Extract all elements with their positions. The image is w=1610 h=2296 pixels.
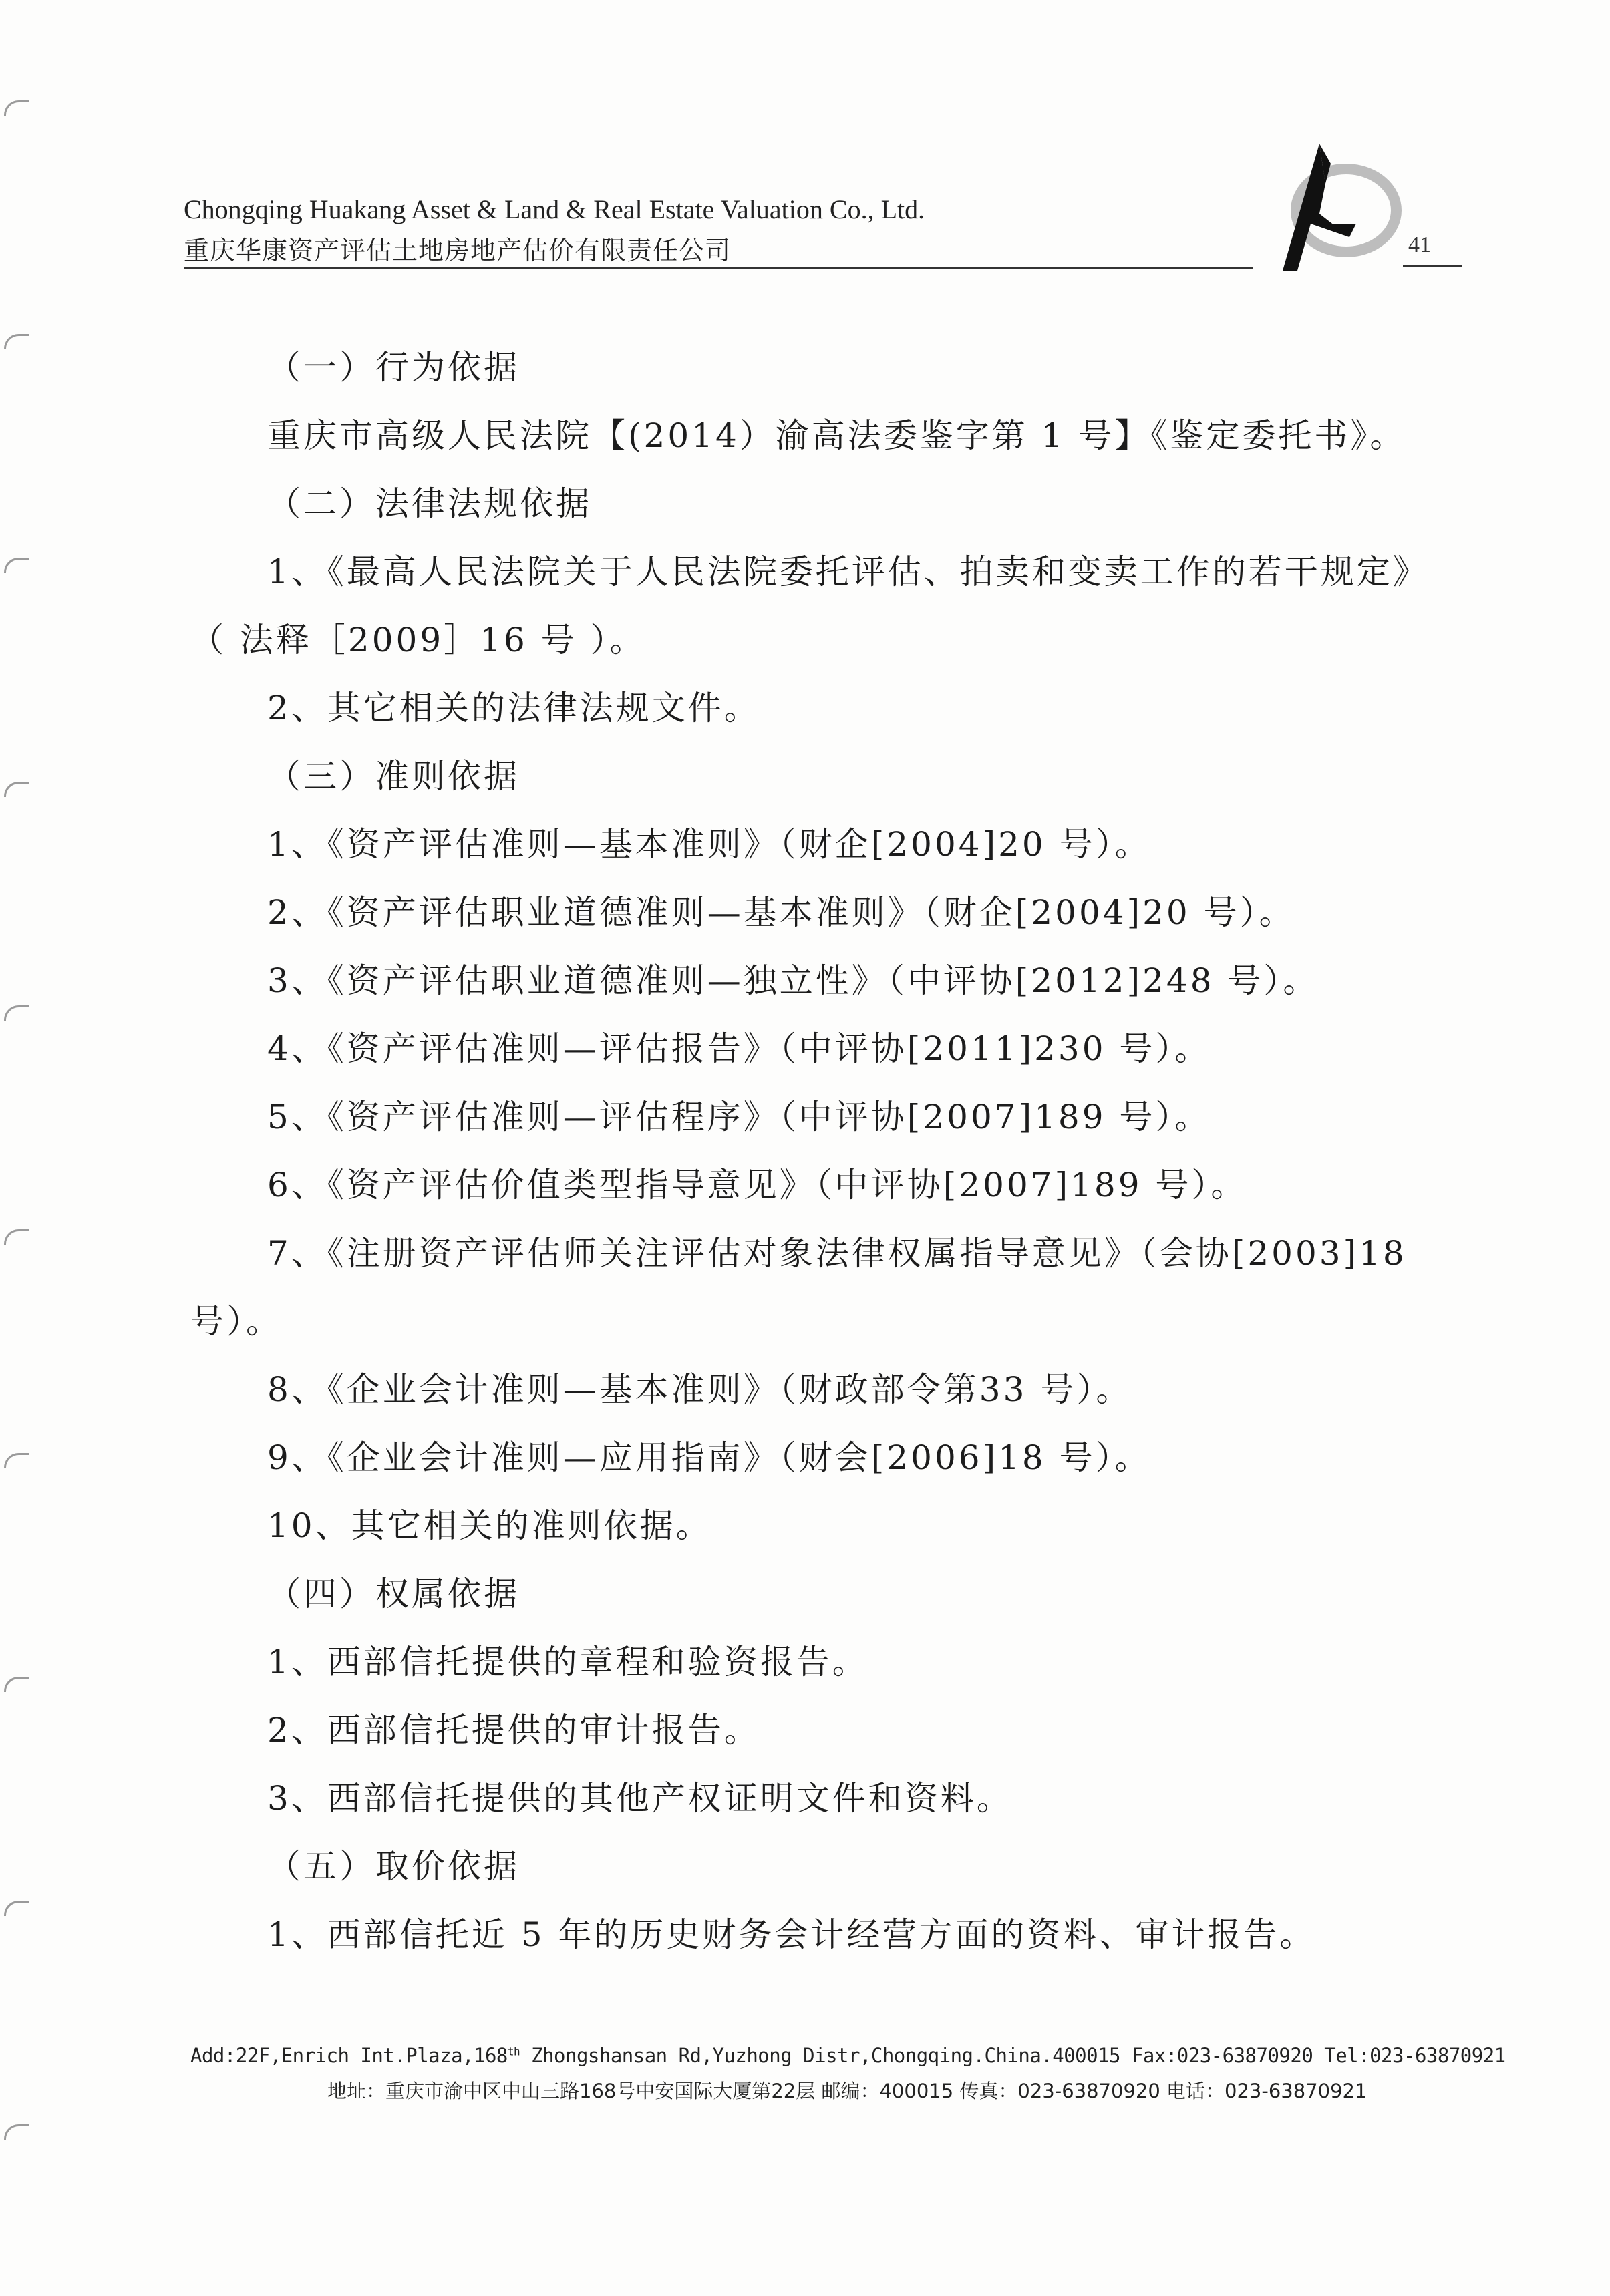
binding-mark [4,334,29,349]
binding-mark [4,1005,29,1021]
body-line: 3、西部信托提供的其他产权证明文件和资料。 [267,1779,1013,1818]
body-line: 1、西部信托近 5 年的历史财务会计经营方面的资料、审计报告。 [267,1915,1316,1954]
body-line: 1、西部信托提供的章程和验资报告。 [267,1643,868,1681]
body-line: 3、《资产评估职业道德准则—独立性》（中评协[2012]248 号）。 [267,961,1319,1000]
body-line: 1、《最高人民法院关于人民法院委托评估、拍卖和变卖工作的若干规定》 [267,552,1429,591]
body-line: 7、《注册资产评估师关注评估对象法律权属指导意见》（会协[2003]18 [267,1234,1407,1273]
page-number: 41 [1408,232,1431,257]
footer-address-en [190,2044,1506,2067]
body-line: 5、《资产评估准则—评估程序》（中评协[2007]189 号）。 [267,1098,1211,1136]
section-heading: （三）准则依据 [267,757,520,796]
body-line: 2、西部信托提供的审计报告。 [267,1711,760,1750]
binding-mark [4,1677,29,1692]
section-heading: （一）行为依据 [267,348,520,387]
header-company-cn: 重庆华康资产评估土地房地产估价有限责任公司 [184,236,732,265]
body-line: 重庆市高级人民法院【(2014）渝高法委鉴字第 1 号】《鉴定委托书》。 [267,416,1406,455]
body-line: 9、《企业会计准则—应用指南》（财会[2006]18 号）。 [267,1438,1151,1477]
section-heading: （五）取价依据 [267,1847,520,1886]
body-line: 1、《资产评估准则—基本准则》（财企[2004]20 号）。 [267,825,1151,864]
binding-mark [4,2124,29,2140]
footer-address-en-sup: th [507,2045,520,2058]
binding-mark [4,100,29,116]
body-line: 4、《资产评估准则—评估报告》（中评协[2011]230 号）。 [267,1029,1211,1068]
company-logo-icon [1256,137,1403,284]
body-line: 8、《企业会计准则—基本准则》（财政部令第33 号）。 [267,1370,1132,1409]
section-heading: （二）法律法规依据 [267,484,592,523]
header-rule [184,267,1253,269]
body-line: 10、其它相关的准则依据。 [267,1506,712,1545]
binding-mark [4,1229,29,1245]
section-heading: （四）权属依据 [267,1575,520,1613]
body-line: 2、《资产评估职业道德准则—基本准则》（财企[2004]20 号）。 [267,893,1295,932]
footer-address-en-pre: Add:22F,Enrich Int.Plaza,168 [190,2044,508,2067]
binding-mark [4,558,29,573]
binding-mark [4,782,29,797]
binding-mark [4,1901,29,1916]
binding-mark [4,1453,29,1468]
footer-address-en-post: Zhongshansan Rd,Yuzhong Distr,Chongqing.China.400015 Fax:023-63870920 Tel:023-63870921 [520,2044,1506,2067]
page-number-rule [1403,265,1462,267]
body-line: 6、《资产评估价值类型指导意见》（中评协[2007]189 号）。 [267,1166,1247,1204]
footer-address-cn: 地址：重庆市渝中区中山三路168号中安国际大厦第22层 邮编：400015 传真：023-63870920 电话：023-63870921 [327,2080,1367,2102]
body-line: 2、其它相关的法律法规文件。 [267,689,760,727]
header-company-en: Chongqing Huakang Asset & Land & Real Estate Valuation Co., Ltd. [184,194,925,224]
body-line: （ 法释［2009］16 号 ）。 [190,621,646,659]
body-line: 号）。 [190,1302,282,1341]
